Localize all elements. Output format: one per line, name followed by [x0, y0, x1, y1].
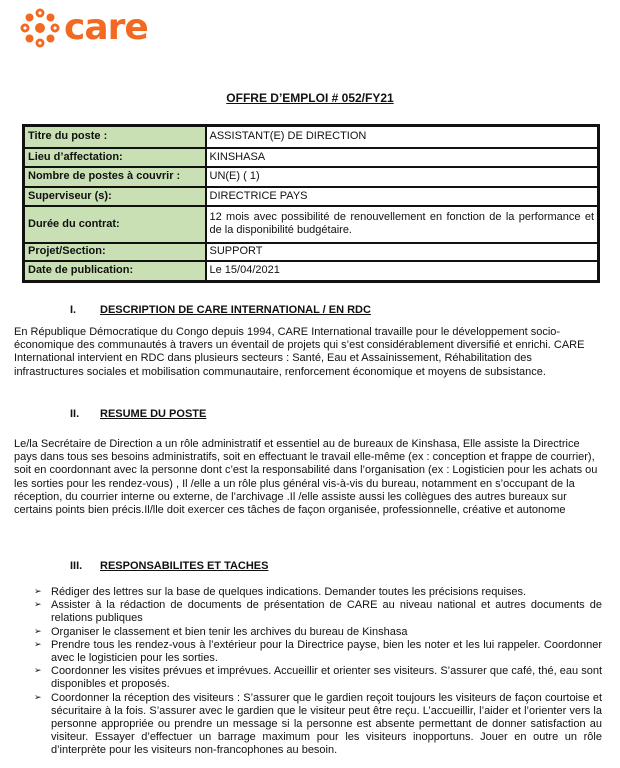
info-row-project: [24, 243, 599, 261]
list-item: [34, 665, 602, 691]
info-label: Date de publication:: [24, 261, 206, 282]
offer-title: OFFRE D’EMPLOI # 052/FY21: [226, 91, 394, 105]
task-text: Organiser le classement et bien tenir les archives du bureau de Kinshasa: [51, 625, 408, 638]
task-text: Rédiger des lettres sur la base de quelques indications. Demander toutes les précisions requises.: [51, 586, 527, 598]
info-label: Projet/Section:: [24, 243, 206, 261]
section-title: DESCRIPTION DE CARE INTERNATIONAL / EN RDC: [100, 304, 371, 316]
list-item: [34, 626, 602, 639]
list-item: [34, 639, 602, 665]
task-text: Assister à la rédaction de documents de présentation de CARE au niveau national et autres documents de relations publiques: [51, 599, 602, 625]
care-logo-icon: [18, 6, 62, 50]
task-text: Prendre tous les rendez-vous à l’extérieur pour la Directrice payse, bien les noter et les lui rappeler. Coordonner avec le logisticien pour les sorties.: [51, 638, 602, 665]
info-row-publication-date: [24, 261, 599, 282]
task-text: Coordonner les visites prévues et imprévues. Accueillir et orienter ses visiteurs. S’assurer que café, thé, eau sont disponibles et proposés.: [51, 665, 602, 691]
care-logo-text: care: [64, 7, 148, 48]
arrow-bullet-icon: ➢: [34, 587, 42, 597]
task-list: [34, 586, 602, 758]
info-value: SUPPORT: [206, 243, 599, 261]
list-item: [34, 599, 602, 625]
info-label: Lieu d’affectation:: [24, 148, 206, 167]
info-value: UN(E) ( 1): [206, 167, 599, 187]
info-value: DIRECTRICE PAYS: [206, 187, 599, 206]
info-label: Nombre de postes à couvrir :: [24, 167, 206, 187]
arrow-bullet-icon: ➢: [34, 666, 42, 677]
section-heading-responsibilities: [70, 560, 268, 572]
info-label: Superviseur (s):: [24, 187, 206, 206]
arrow-bullet-icon: ➢: [34, 692, 42, 703]
info-row-location: [24, 148, 599, 167]
job-info-table: [22, 124, 600, 283]
care-logo: [18, 6, 148, 50]
section-number: II.: [70, 408, 80, 420]
info-label: Durée du contrat:: [24, 206, 206, 243]
section-paragraph-summary: Le/la Secrétaire de Direction a un rôle administratif et essentiel au de bureaux de Kinshasa, Elle assiste la Directrice pays dans tous ses besoins administratifs, soit en effectuant le travail elle-même (ex : conception et frappe de courrier), soit en coordonnant avec la personne dont c’est la responsabilité dans l’organisation (ex : Logisticien pour les achats ou les sorties pour les rendez-vous) , Il /elle a un rôle plus général vis-à-vis du bureau, notamment en s’occupant de la réception, du courrier interne ou externe, de l’archivage .Il /elle assiste aussi les collègues des autres bureaux sur certains points bien précis.Il/lle doit exercer ces tâches de façon organisée, professionnelle, créative et autonome: [14, 438, 598, 517]
info-row-duration: [24, 206, 599, 243]
section-title: RESPONSABILITES ET TACHES: [100, 560, 269, 572]
info-row-title: [24, 126, 599, 148]
info-value: KINSHASA: [206, 148, 599, 167]
info-value: Le 15/04/2021: [206, 261, 599, 282]
section-heading-description: [70, 304, 371, 316]
list-item: [34, 692, 602, 758]
arrow-bullet-icon: ➢: [34, 600, 42, 611]
info-value: ASSISTANT(E) DE DIRECTION: [206, 126, 599, 148]
info-label: Titre du poste :: [24, 126, 206, 148]
arrow-bullet-icon: ➢: [34, 626, 42, 637]
section-number: III.: [70, 560, 83, 572]
list-item: [34, 586, 602, 599]
info-row-positions: [24, 167, 599, 187]
task-text: Coordonner la réception des visiteurs : S’assurer que le gardien reçoit toujours les visiteurs de façon courtoise et sécuritaire à la fois. S’assurer avec le gardien que le visiteur peut être reçu. L’accueillir, l’aider et l’orienter vers la personne appropriée ou prendre un message si la personne est absente permettant de donner satisfaction au visiteur. Essayer d’effectuer un barrage maximum pour les visiteurs inopportuns. Jouer en outre un rôle d’interprète pour les visiteurs non-francophones au besoin.: [51, 691, 602, 757]
section-number: I.: [70, 304, 77, 316]
section-heading-summary: [70, 408, 206, 420]
arrow-bullet-icon: ➢: [34, 639, 42, 650]
section-title: RESUME DU POSTE: [100, 408, 207, 420]
section-paragraph-description: En République Démocratique du Congo depuis 1994, CARE International travaille pour le développement socio-économique des communautés à travers un éventail de projets qui s’est considérablement diversifié et enrichi. CARE International intervient en RDC dans plusieurs secteurs : Santé, Eau et Assainissement, Réhabilitation des infrastructures sociales et mobilisation communautaire, renforcement économique et moyens de subsistance.: [14, 326, 585, 378]
info-row-supervisor: [24, 187, 599, 206]
info-value: 12 mois avec possibilité de renouvellement en fonction de la performance et de la disponibilité budgétaire.: [206, 206, 599, 243]
